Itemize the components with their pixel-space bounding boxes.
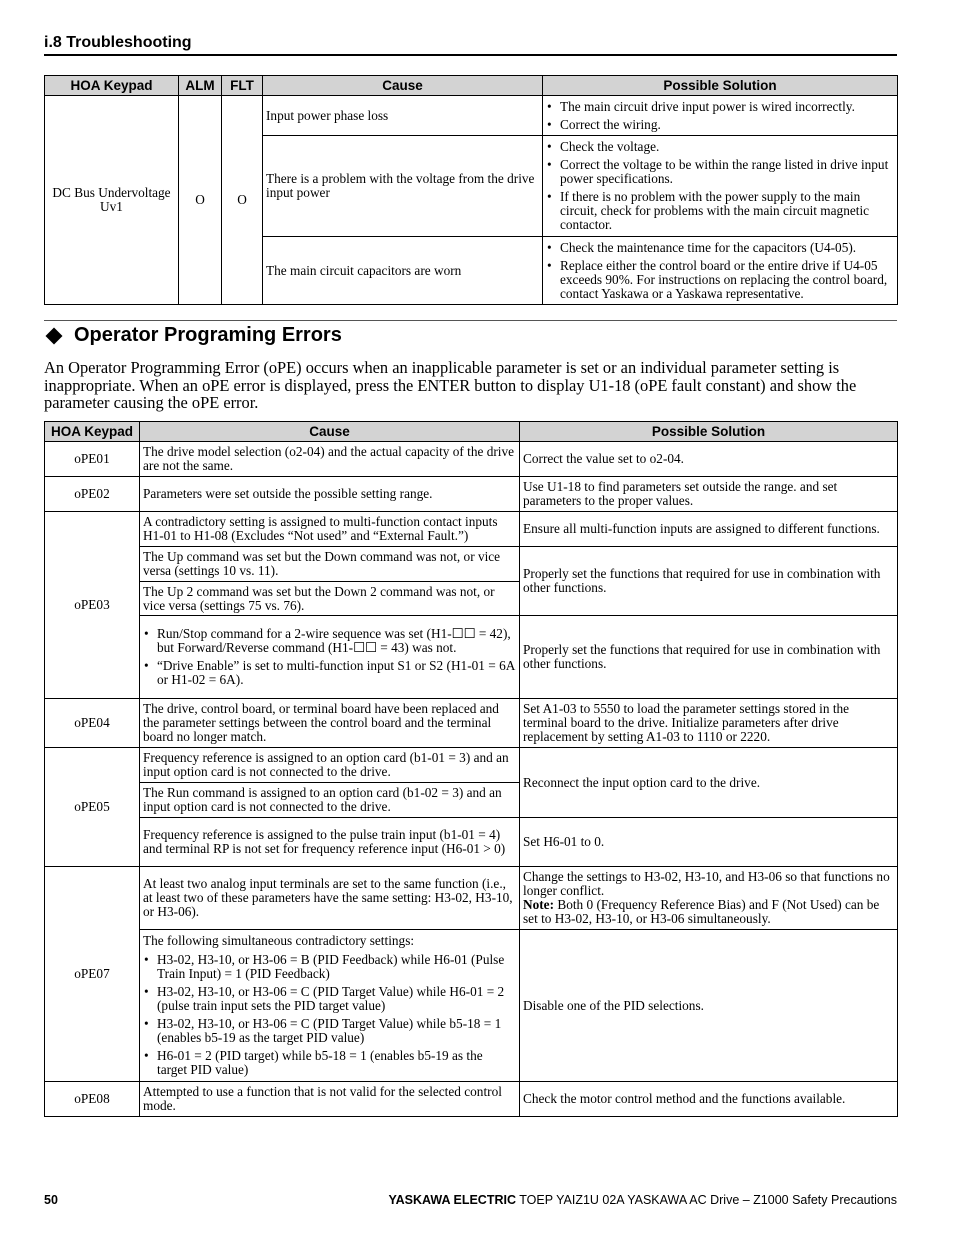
solution-cell: Set H6-01 to 0. (520, 818, 898, 867)
cause-cell: There is a problem with the voltage from the drive input power (263, 136, 543, 237)
column-header: Possible Solution (543, 76, 898, 96)
cause-item: • Run/Stop command for a 2-wire sequence was set (H1-☐☐ = 42), but Forward/Reverse command (H1-☐☐ = 43) was not. (143, 627, 516, 655)
solution-item: • Check the maintenance time for the capacitors (U4-05). (546, 241, 894, 255)
cause-cell: The main circuit capacitors are worn (263, 237, 543, 305)
section-divider (44, 320, 897, 321)
column-header: Possible Solution (520, 422, 898, 442)
cause-item: • H3-02, H3-10, or H3-06 = C (PID Target Value) while H6-01 = 2 (pulse train input sets the PID target value) (143, 985, 516, 1013)
solution-cell: Use U1-18 to find parameters set outside the range. and set parameters to the proper values. (520, 477, 898, 512)
column-header: FLT (222, 76, 263, 96)
note-label: Note: (523, 897, 555, 912)
diamond-bullet-icon (46, 327, 63, 344)
cause-cell: The drive, control board, or terminal board have been replaced and the parameter settings between the control board and the terminal board no longer match. (140, 699, 520, 748)
solution-cell: Ensure all multi-function inputs are assigned to different functions. (520, 512, 898, 547)
cause-cell: The Run command is assigned to an option card (b1-02 = 3) and an input option card is not connected to the drive. (140, 783, 520, 818)
solution-item: • Correct the voltage to be within the range listed in drive input power specifications. (546, 158, 894, 186)
keypad-cell: oPE05 (45, 748, 140, 867)
intro-paragraph: An Operator Programming Error (oPE) occurs when an inapplicable parameter is set or an individual parameter setting is inappropriate. When an oPE error is displayed, press the ENTER button to display U1-18 (oPE fault constant) and show the parameter causing the oPE error. (44, 358, 857, 412)
table-row (45, 547, 898, 582)
cause-cell: The Up 2 command was set but the Down 2 command was not, or vice versa (settings 75 vs. 76). (140, 582, 520, 616)
solution-item: • The main circuit drive input power is wired incorrectly. (546, 100, 894, 114)
cause-cell: The drive model selection (o2-04) and the actual capacity of the drive are not the same. (140, 442, 520, 477)
table-row (45, 699, 898, 748)
solution-cell (543, 237, 898, 305)
page-number: 50 (44, 1193, 58, 1207)
ope-table (44, 421, 898, 1117)
keypad-name: DC Bus Undervoltage (52, 185, 171, 200)
solution-cell (543, 136, 898, 237)
section-header: i.8 Troubleshooting (44, 34, 192, 51)
solution-cell: Check the motor control method and the functions available. (520, 1082, 898, 1117)
solution-cell (520, 867, 898, 930)
solution-item: • Replace either the control board or the entire drive if U4-05 exceeds 90%. For instructions on replacing the control board, contact Yaskawa or a Yaskawa representative. (546, 259, 894, 301)
keypad-code: Uv1 (100, 199, 123, 214)
cause-cell: The Up command was set but the Down command was not, or vice versa (settings 10 vs. 11). (140, 547, 520, 582)
column-header: Cause (263, 76, 543, 96)
solution-note (523, 898, 894, 926)
cause-intro: The following simultaneous contradictory settings: (143, 932, 415, 948)
solution-cell: Set A1-03 to 5550 to load the parameter settings stored in the terminal board to the drive. Initialize parameters after drive replacement by setting A1-03 to 1110 or 2220. (520, 699, 898, 748)
keypad-cell: oPE01 (45, 442, 140, 477)
solution-item: • Check the voltage. (546, 140, 894, 154)
header-rule (44, 54, 897, 56)
solution-cell: Properly set the functions that required for use in combination with other functions. (520, 547, 898, 616)
keypad-cell: oPE02 (45, 477, 140, 512)
cause-cell: Frequency reference is assigned to the pulse train input (b1-01 = 4) and terminal RP is not set for frequency reference input (H6-01 > 0) (140, 818, 520, 867)
table-header-row (45, 422, 898, 442)
keypad-cell (45, 96, 179, 305)
cause-cell: At least two analog input terminals are set to the same function (i.e., at least two of these parameters have the same setting: H3-02, H3-10, or H3-06). (140, 867, 520, 930)
keypad-cell: oPE04 (45, 699, 140, 748)
cause-cell: Input power phase loss (263, 96, 543, 136)
solution-item: • If there is no problem with the power supply to the main circuit, check for problems with the main circuit magnetic contactor. (546, 190, 894, 232)
cause-item: • H6-01 = 2 (PID target) while b5-18 = 1 (enables b5-19 as the target PID value) (143, 1049, 516, 1077)
solution-cell: Reconnect the input option card to the drive. (520, 748, 898, 818)
table-row (45, 818, 898, 867)
footer-document (388, 1193, 897, 1207)
footer-doc-title: TOEP YAIZ1U 02A YASKAWA AC Drive – Z1000 Safety Precautions (519, 1193, 897, 1207)
section-title: Operator Programing Errors (74, 324, 342, 346)
table-row (45, 930, 898, 1082)
table-row (45, 616, 898, 699)
column-header: HOA Keypad (45, 76, 179, 96)
solution-cell (543, 96, 898, 136)
keypad-cell: oPE07 (45, 867, 140, 1082)
column-header: HOA Keypad (45, 422, 140, 442)
table-row (45, 512, 898, 547)
cause-item: • H3-02, H3-10, or H3-06 = B (PID Feedback) while H6-01 (Pulse Train Input) = 1 (PID Feedback) (143, 953, 516, 981)
table-row (45, 867, 898, 930)
keypad-cell: oPE08 (45, 1082, 140, 1117)
alm-cell: O (179, 96, 222, 305)
flt-cell: O (222, 96, 263, 305)
cause-cell (140, 616, 520, 699)
cause-cell (140, 930, 520, 1082)
solution-cell: Correct the value set to o2-04. (520, 442, 898, 477)
table-header-row (45, 76, 898, 96)
footer-brand: YASKAWA ELECTRIC (388, 1193, 517, 1207)
solution-cell: Disable one of the PID selections. (520, 930, 898, 1082)
solution-text: Change the settings to H3-02, H3-10, and H3-06 so that functions no longer conflict. (523, 869, 890, 898)
solution-item: • Correct the wiring. (546, 118, 894, 132)
column-header: Cause (140, 422, 520, 442)
column-header: ALM (179, 76, 222, 96)
solution-cell: Properly set the functions that required for use in combination with other functions. (520, 616, 898, 699)
table-row (45, 477, 898, 512)
table-row (45, 442, 898, 477)
keypad-cell: oPE03 (45, 512, 140, 699)
note-text: Both 0 (Frequency Reference Bias) and F (Not Used) can be set to H3-02, H3-10, or H3-06 simultaneously. (523, 897, 880, 926)
table-row (45, 96, 898, 136)
cause-cell: Attempted to use a function that is not valid for the selected control mode. (140, 1082, 520, 1117)
cause-item: • “Drive Enable” is set to multi-function input S1 or S2 (H1-01 = 6A or H1-02 = 6A). (143, 659, 516, 687)
cause-item: • H3-02, H3-10, or H3-06 = C (PID Target Value) while b5-18 = 1 (enables b5-19 as the target PID value) (143, 1017, 516, 1045)
table-row (45, 1082, 898, 1117)
section-heading (44, 324, 342, 347)
cause-cell: Frequency reference is assigned to an option card (b1-01 = 3) and an input option card is not connected to the drive. (140, 748, 520, 783)
cause-cell: A contradictory setting is assigned to multi-function contact inputs H1-01 to H1-08 (Excludes “Not used” and “External Fault.”) (140, 512, 520, 547)
uv1-table (44, 75, 898, 305)
table-row (45, 748, 898, 783)
cause-cell: Parameters were set outside the possible setting range. (140, 477, 520, 512)
